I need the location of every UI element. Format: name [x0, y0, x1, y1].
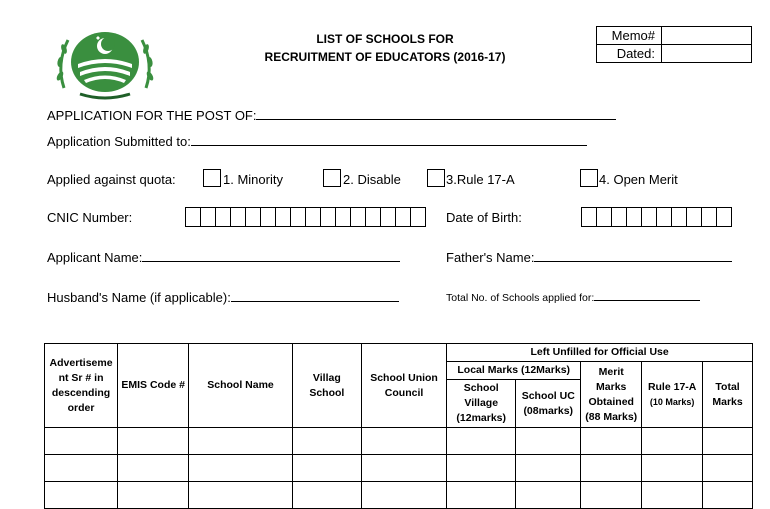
- applicant-label: Applicant Name:: [47, 250, 143, 265]
- table-cell[interactable]: [118, 428, 189, 455]
- dated-field[interactable]: [662, 45, 752, 63]
- table-cell[interactable]: [581, 455, 642, 482]
- dob-digit[interactable]: [657, 208, 672, 227]
- table-cell[interactable]: [447, 455, 516, 482]
- table-cell[interactable]: [642, 482, 703, 509]
- post-label: APPLICATION FOR THE POST OF:: [47, 108, 257, 123]
- cnic-digit[interactable]: [306, 208, 321, 227]
- crest-icon: [50, 24, 160, 104]
- col-emis-code: EMIS Code #: [118, 344, 189, 428]
- quota-open-merit-label: 4. Open Merit: [599, 172, 678, 187]
- dob-digit[interactable]: [597, 208, 612, 227]
- table-cell[interactable]: [642, 455, 703, 482]
- col-rule-17a: Rule 17-A (10 Marks): [642, 362, 703, 428]
- table-cell[interactable]: [361, 482, 446, 509]
- quota-label: Applied against quota:: [47, 172, 176, 187]
- document-title: [230, 30, 540, 66]
- table-cell[interactable]: [447, 482, 516, 509]
- dob-digit[interactable]: [627, 208, 642, 227]
- cnic-digit[interactable]: [336, 208, 351, 227]
- cnic-digit[interactable]: [246, 208, 261, 227]
- dob-label: Date of Birth:: [446, 210, 522, 225]
- table-cell[interactable]: [703, 482, 753, 509]
- dob-digit[interactable]: [717, 208, 732, 227]
- memo-box: [596, 26, 752, 63]
- cnic-digit[interactable]: [411, 208, 426, 227]
- table-cell[interactable]: [118, 455, 189, 482]
- table-cell[interactable]: [703, 455, 753, 482]
- quota-minority-label: 1. Minority: [223, 172, 283, 187]
- dob-digit[interactable]: [702, 208, 717, 227]
- col-school-name: School Name: [189, 344, 293, 428]
- memo-label: Memo#: [597, 27, 662, 45]
- table-cell[interactable]: [292, 428, 361, 455]
- dob-digit[interactable]: [642, 208, 657, 227]
- table-cell[interactable]: [642, 428, 703, 455]
- father-label: Father's Name:: [446, 250, 535, 265]
- col-total-marks: Total Marks: [703, 362, 753, 428]
- cnic-digit[interactable]: [381, 208, 396, 227]
- cnic-digit[interactable]: [276, 208, 291, 227]
- table-cell[interactable]: [189, 455, 293, 482]
- table-cell[interactable]: [703, 428, 753, 455]
- table-cell[interactable]: [516, 482, 581, 509]
- father-row: [446, 249, 732, 265]
- husband-row: [47, 289, 399, 305]
- table-cell[interactable]: [292, 482, 361, 509]
- quota-minority-checkbox[interactable]: [203, 169, 221, 187]
- col-school-village: School Village (12marks): [447, 380, 516, 428]
- post-field[interactable]: [256, 107, 616, 120]
- table-cell[interactable]: [45, 482, 118, 509]
- col-school-uc: School UC (08marks): [516, 380, 581, 428]
- cnic-label: CNIC Number:: [47, 210, 133, 225]
- col-village-school: Villag School: [292, 344, 361, 428]
- cnic-digit[interactable]: [216, 208, 231, 227]
- table-cell[interactable]: [118, 482, 189, 509]
- table-cell[interactable]: [45, 428, 118, 455]
- dob-digit[interactable]: [612, 208, 627, 227]
- table-cell[interactable]: [447, 428, 516, 455]
- cnic-digit[interactable]: [261, 208, 276, 227]
- applicant-row: [47, 249, 400, 265]
- total-schools-row: [446, 290, 700, 304]
- father-field[interactable]: [534, 249, 732, 262]
- col-advertisement-sr: Advertiseme nt Sr # in descending order: [45, 344, 118, 428]
- table-cell[interactable]: [581, 482, 642, 509]
- total-schools-label: Total No. of Schools applied for:: [446, 292, 595, 304]
- table-cell[interactable]: [292, 455, 361, 482]
- cnic-field[interactable]: [185, 207, 426, 227]
- quota-rule17a-label: 3.Rule 17-A: [446, 172, 515, 187]
- cnic-digit[interactable]: [186, 208, 201, 227]
- cnic-digit[interactable]: [396, 208, 411, 227]
- col-merit-marks: Merit Marks Obtained (88 Marks): [581, 362, 642, 428]
- husband-label: Husband's Name (if applicable):: [47, 290, 231, 305]
- table-cell[interactable]: [361, 428, 446, 455]
- dob-digit[interactable]: [672, 208, 687, 227]
- table-row: [45, 428, 753, 455]
- quota-rule17a-checkbox[interactable]: [427, 169, 445, 187]
- quota-disable-checkbox[interactable]: [323, 169, 341, 187]
- table-cell[interactable]: [189, 482, 293, 509]
- table-cell[interactable]: [189, 428, 293, 455]
- table-cell[interactable]: [516, 428, 581, 455]
- dob-digit[interactable]: [687, 208, 702, 227]
- applicant-field[interactable]: [142, 249, 400, 262]
- post-row: [47, 107, 616, 123]
- total-schools-field[interactable]: [594, 290, 700, 301]
- dob-field[interactable]: [581, 207, 732, 227]
- table-cell[interactable]: [516, 455, 581, 482]
- quota-disable-label: 2. Disable: [343, 172, 401, 187]
- title-line-1: LIST OF SCHOOLS FOR: [316, 32, 454, 46]
- title-line-2: RECRUITMENT OF EDUCATORS (2016-17): [264, 50, 506, 64]
- dated-label: Dated:: [597, 45, 662, 63]
- submitted-label: Application Submitted to:: [47, 134, 191, 149]
- col-school-union-council: School Union Council: [361, 344, 446, 428]
- quota-open-merit-checkbox[interactable]: [580, 169, 598, 187]
- table-row: [45, 455, 753, 482]
- cnic-digit[interactable]: [201, 208, 216, 227]
- cnic-digit[interactable]: [366, 208, 381, 227]
- official-use-header: Left Unfilled for Official Use: [447, 344, 753, 362]
- table-cell[interactable]: [361, 455, 446, 482]
- table-cell[interactable]: [581, 428, 642, 455]
- submitted-field[interactable]: [191, 133, 587, 146]
- cnic-digit[interactable]: [291, 208, 306, 227]
- local-marks-header: Local Marks (12Marks): [447, 362, 581, 380]
- cnic-digit[interactable]: [321, 208, 336, 227]
- cnic-digit[interactable]: [351, 208, 366, 227]
- husband-field[interactable]: [231, 289, 399, 302]
- memo-field[interactable]: [662, 27, 752, 45]
- dob-digit[interactable]: [582, 208, 597, 227]
- submitted-row: [47, 133, 587, 149]
- cnic-digit[interactable]: [231, 208, 246, 227]
- government-logo: [50, 24, 160, 104]
- schools-table: [44, 343, 753, 509]
- table-cell[interactable]: [45, 455, 118, 482]
- table-row: [45, 482, 753, 509]
